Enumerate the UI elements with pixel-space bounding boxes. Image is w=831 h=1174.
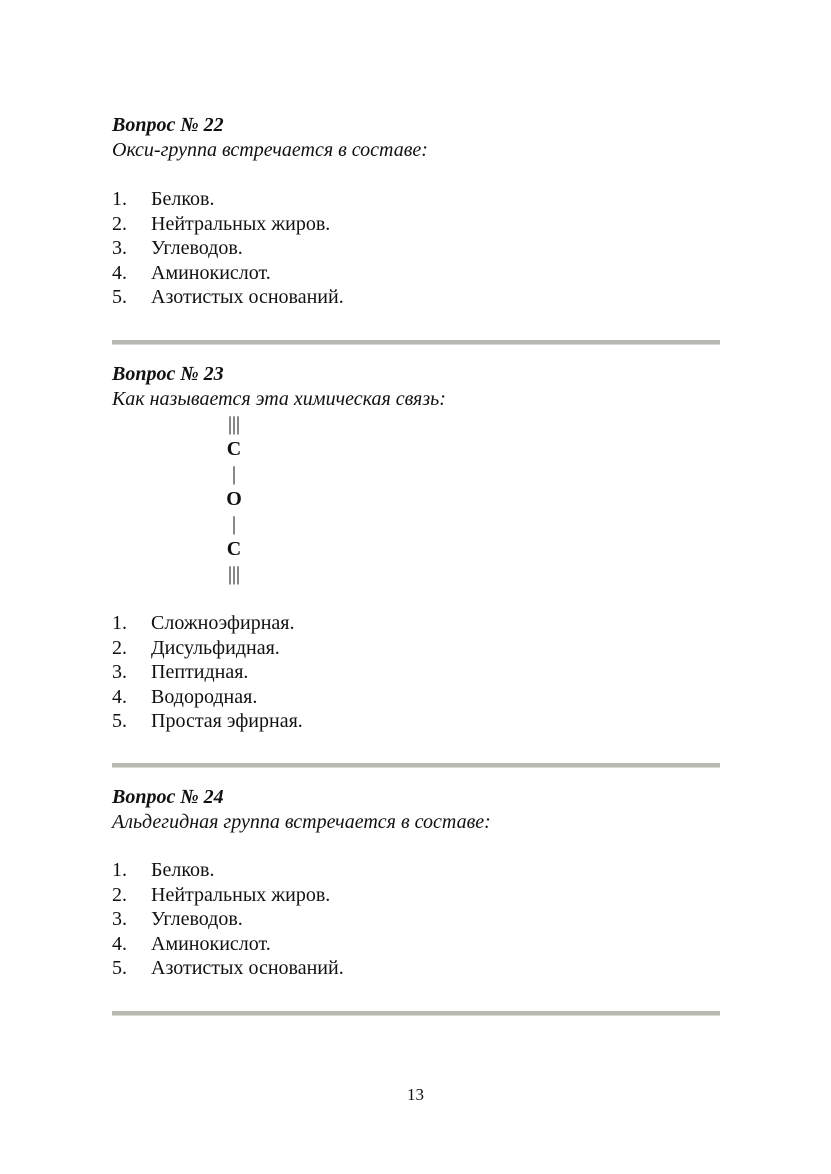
option-number: 1. <box>112 612 127 634</box>
single-bond-line: | <box>231 463 236 485</box>
answer-option <box>112 883 720 908</box>
option-number: 5. <box>112 286 127 308</box>
question-text: Окси-группа встречается в составе: <box>112 139 428 161</box>
question-title: Вопрос № 23 <box>112 363 224 385</box>
question-22 <box>112 113 720 163</box>
answer-option <box>112 236 720 261</box>
answer-option <box>112 261 720 286</box>
page-number: 13 <box>407 1085 424 1104</box>
option-number: 2. <box>112 212 127 235</box>
option-label: Белков. <box>151 859 215 881</box>
answer-option <box>112 611 720 636</box>
triple-bond-line: ||| <box>227 563 240 585</box>
question-text: Как называется эта химическая связь: <box>112 388 446 410</box>
option-number: 2. <box>112 636 127 659</box>
option-label: Нейтральных жиров. <box>151 212 331 235</box>
question-24 <box>112 785 720 835</box>
answer-option <box>112 636 720 661</box>
option-label: Дисульфидная. <box>151 636 280 659</box>
option-label: Сложноэфирная. <box>151 612 295 634</box>
answer-option <box>112 187 720 212</box>
question-title: Вопрос № 22 <box>112 114 224 136</box>
option-label: Простая эфирная. <box>151 710 303 732</box>
option-number: 2. <box>112 883 127 906</box>
answer-option <box>112 285 720 310</box>
answer-options <box>112 187 720 310</box>
answer-option <box>112 956 720 981</box>
option-number: 3. <box>112 908 127 930</box>
option-label: Белков. <box>151 188 215 210</box>
option-label: Пептидная. <box>151 661 249 683</box>
option-number: 3. <box>112 237 127 259</box>
answer-options <box>112 611 720 734</box>
option-label: Углеводов. <box>151 237 243 259</box>
option-label: Нейтральных жиров. <box>151 883 331 906</box>
option-label: Углеводов. <box>151 908 243 930</box>
answer-option <box>112 858 720 883</box>
answer-option <box>112 212 720 237</box>
section-divider <box>112 340 720 345</box>
answer-option <box>112 685 720 710</box>
option-number: 4. <box>112 932 127 955</box>
option-number: 5. <box>112 710 127 732</box>
answer-option <box>112 907 720 932</box>
answer-option <box>112 932 720 957</box>
answer-option <box>112 709 720 734</box>
section-divider <box>112 763 720 768</box>
option-number: 4. <box>112 261 127 284</box>
single-bond-line: | <box>231 513 236 535</box>
question-23 <box>112 362 720 412</box>
option-number: 4. <box>112 685 127 708</box>
carbon-atom: C <box>226 438 242 460</box>
answer-option <box>112 660 720 685</box>
option-number: 1. <box>112 859 127 881</box>
option-label: Азотистых оснований. <box>151 286 344 308</box>
option-label: Азотистых оснований. <box>151 957 344 979</box>
section-divider <box>112 1011 720 1016</box>
option-number: 5. <box>112 957 127 979</box>
oxygen-atom: O <box>226 488 242 510</box>
option-label: Аминокислот. <box>151 261 271 284</box>
triple-bond-line: ||| <box>227 413 240 435</box>
option-number: 1. <box>112 188 127 210</box>
question-text: Альдегидная группа встречается в составе: <box>112 811 491 833</box>
option-label: Аминокислот. <box>151 932 271 955</box>
option-number: 3. <box>112 661 127 683</box>
chemical-bond-formula <box>208 412 260 587</box>
carbon-atom: C <box>226 538 242 560</box>
option-label: Водородная. <box>151 685 258 708</box>
question-title: Вопрос № 24 <box>112 786 224 808</box>
answer-options <box>112 858 720 981</box>
